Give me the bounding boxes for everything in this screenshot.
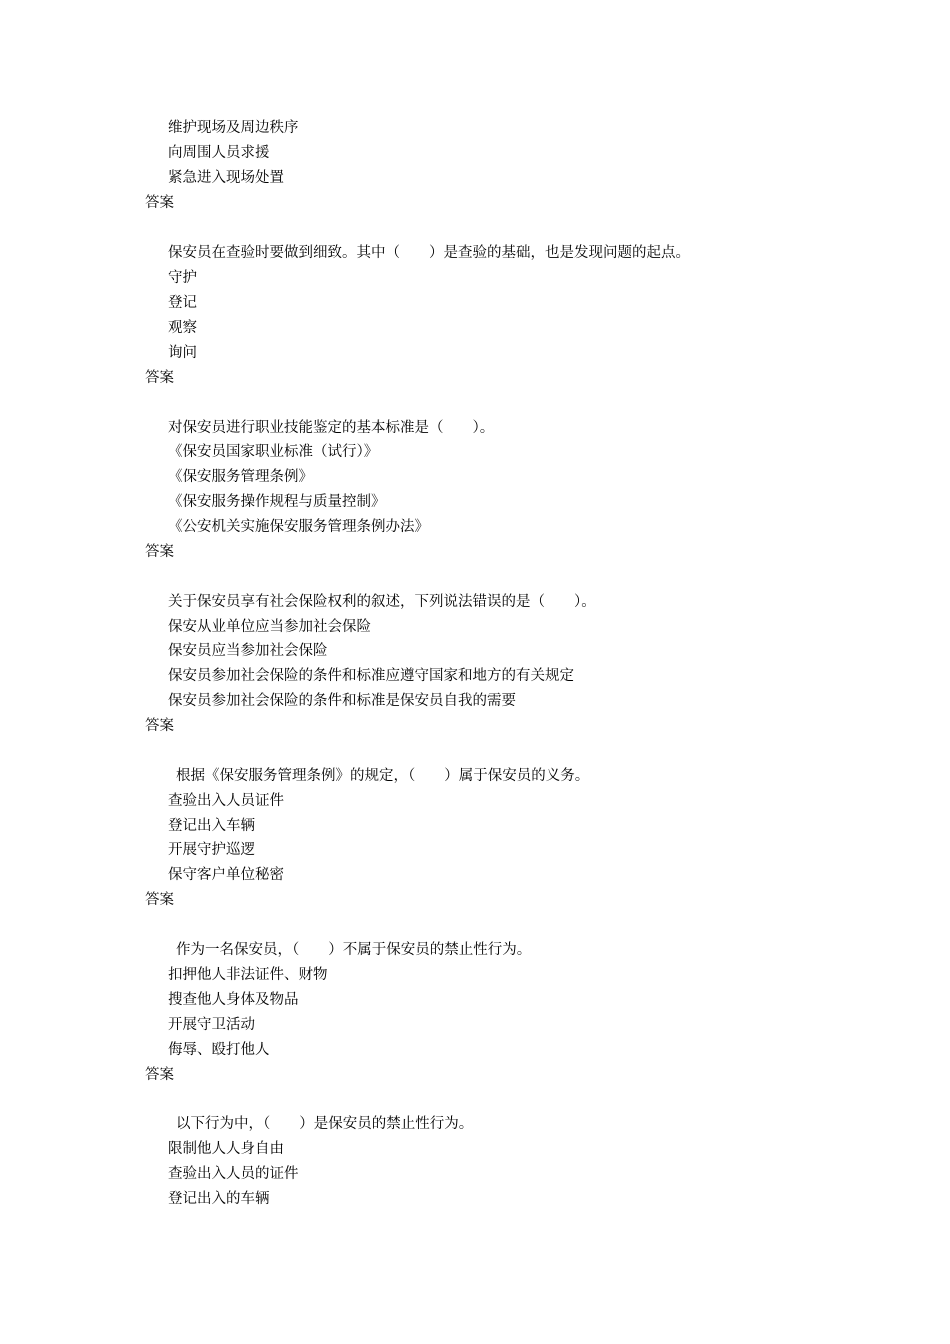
option-text: 扣押他人非法证件、财物 [168,967,328,983]
answer-label: 答案 [145,1067,174,1083]
option-text: 开展守卫活动 [168,1017,255,1033]
question-stem: 根据《保安服务管理条例》的规定，（ ）属于保安员的义务。 [176,768,590,784]
answer-label: 答案 [145,195,174,211]
option-text: 保安员参加社会保险的条件和标准是保安员自我的需要 [168,693,516,709]
option-text: 开展守护巡逻 [168,842,255,858]
option-text: 《保安服务管理条例》 [168,469,313,485]
option-text: 询问 [168,345,197,361]
option-text: 登记出入车辆 [168,818,255,834]
option-text: 保安员参加社会保险的条件和标准应遵守国家和地方的有关规定 [168,668,574,684]
option-text: 紧急进入现场处置 [168,170,284,186]
question-stem: 以下行为中，（ ）是保安员的禁止性行为。 [176,1116,474,1132]
question-stem: 保安员在查验时要做到细致。其中（ ）是查验的基础，也是发现问题的起点。 [168,245,690,261]
option-text: 登记 [168,295,197,311]
option-text: 登记出入的车辆 [168,1191,270,1207]
option-text: 搜查他人身体及物品 [168,992,299,1008]
answer-label: 答案 [145,892,174,908]
option-text: 守护 [168,270,197,286]
option-text: 向周围人员求援 [168,145,270,161]
option-text: 《保安服务操作规程与质量控制》 [168,494,386,510]
option-text: 维护现场及周边秩序 [168,120,299,136]
question-stem: 关于保安员享有社会保险权利的叙述，下列说法错误的是（ ）。 [168,594,596,610]
option-text: 观察 [168,320,197,336]
option-text: 《保安员国家职业标准（试行）》 [168,444,379,460]
option-text: 保守客户单位秘密 [168,867,284,883]
option-text: 《公安机关实施保安服务管理条例办法》 [168,519,429,535]
option-text: 查验出入人员证件 [168,793,284,809]
option-text: 保安从业单位应当参加社会保险 [168,619,371,635]
answer-label: 答案 [145,718,174,734]
answer-label: 答案 [145,370,174,386]
question-stem: 作为一名保安员，（ ）不属于保安员的禁止性行为。 [176,942,532,958]
option-text: 保安员应当参加社会保险 [168,643,328,659]
option-text: 查验出入人员的证件 [168,1166,299,1182]
option-text: 侮辱、殴打他人 [168,1042,270,1058]
answer-label: 答案 [145,544,174,560]
option-text: 限制他人人身自由 [168,1141,284,1157]
question-stem: 对保安员进行职业技能鉴定的基本标准是（ ）。 [168,420,495,436]
